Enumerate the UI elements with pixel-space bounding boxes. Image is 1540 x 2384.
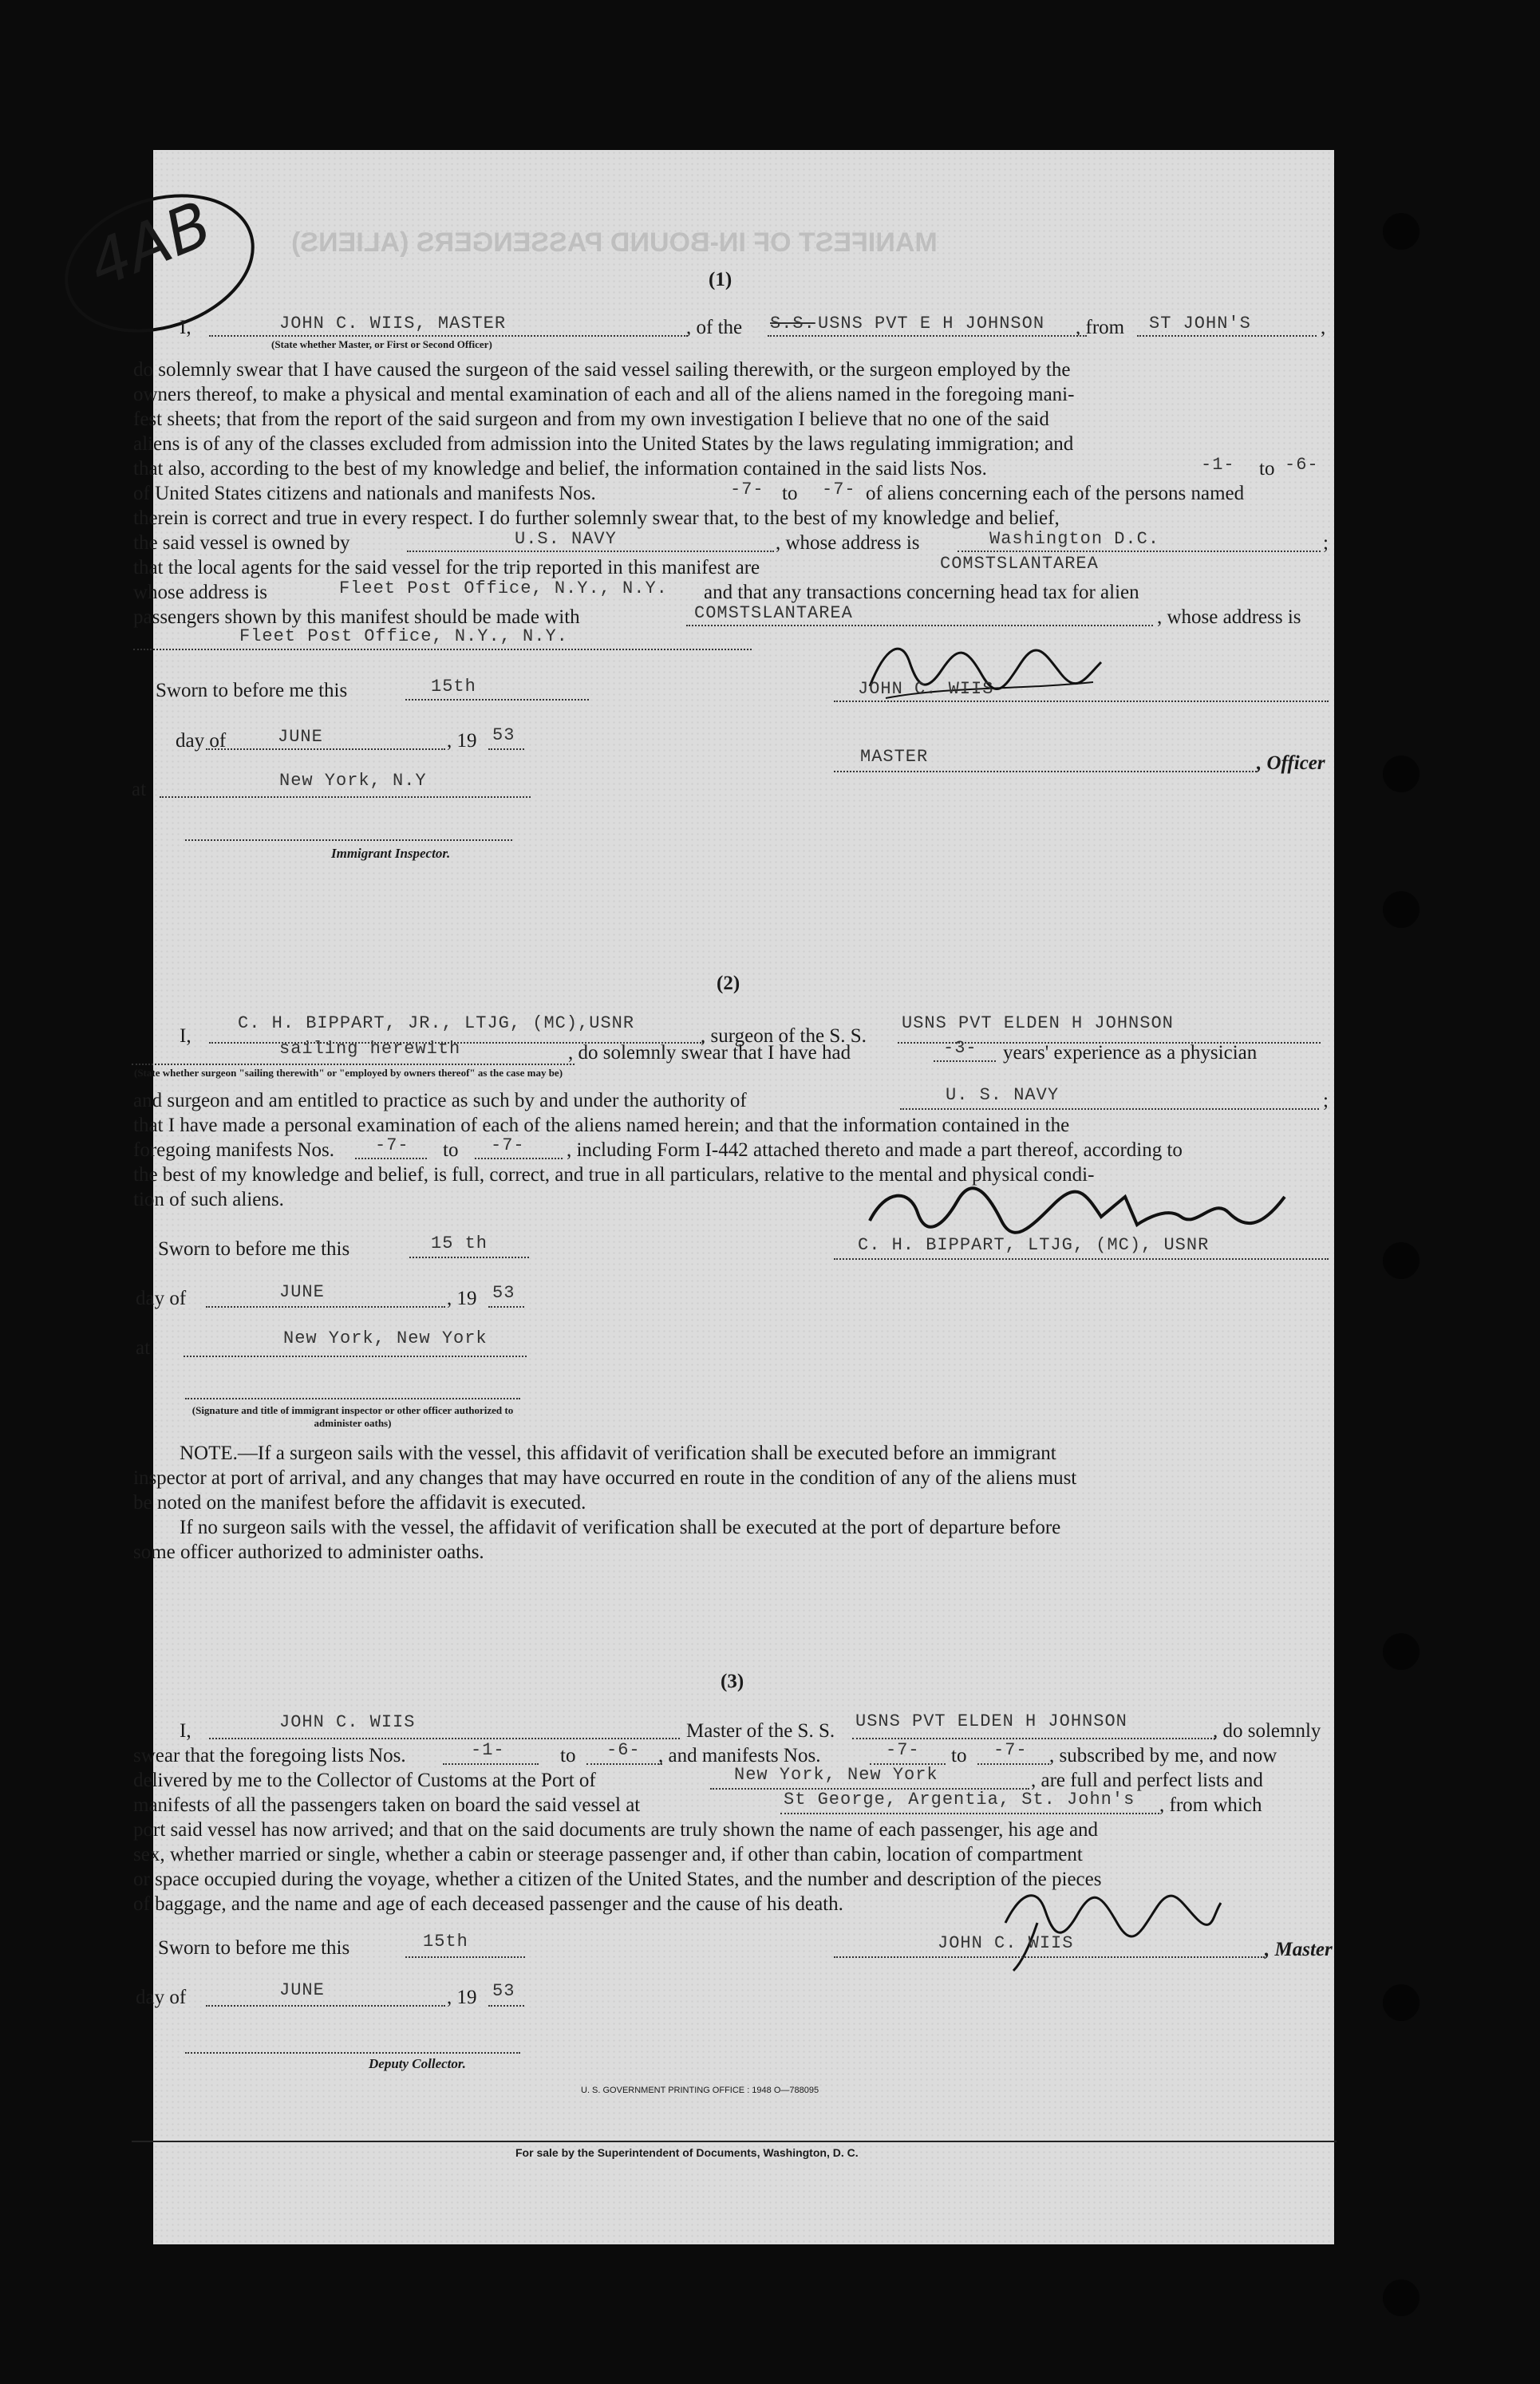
- section3-number: (3): [721, 1671, 744, 1692]
- s3-master-label: , Master: [1265, 1939, 1333, 1960]
- s2-line-exam: that I have made a personal examination of each of the aliens named herein; and that the information contained in the: [133, 1115, 1070, 1136]
- s2-sailing-caption: (State whether surgeon "sailing therewith" or "employed by owners thereof" as the case may be): [134, 1067, 563, 1079]
- footer-rule: [132, 2141, 1337, 2142]
- s2-surgeon-of: , surgeon of the S. S.: [701, 1025, 867, 1047]
- s1-from: , from: [1076, 317, 1125, 338]
- s2-to: to: [443, 1139, 459, 1161]
- s1-manifests-to: -7-: [822, 480, 856, 499]
- s1-lists-to: -6-: [1285, 455, 1319, 475]
- s1-line-2: fest sheets; that from the report of the said surgeon and from my own investigation I believe that no one of the said: [133, 409, 1049, 430]
- s1-owner: U.S. NAVY: [515, 529, 617, 549]
- s3-month-line: [206, 2005, 445, 2007]
- s2-years: -3-: [943, 1038, 977, 1058]
- s1-month-line: [206, 748, 445, 750]
- s1-line-8: that the local agents for the said vessel for the trip reported in this manifest are: [133, 557, 760, 578]
- s2-mt-line: [475, 1158, 563, 1159]
- s3-line-0: port said vessel has now arrived; and that on the said documents are truly shown the name of each passenger, his age and: [133, 1819, 1099, 1841]
- s2-foregoing: foregoing manifests Nos.: [133, 1139, 335, 1161]
- s2-year: 53: [492, 1283, 515, 1303]
- master-signature-2: [989, 1875, 1229, 1979]
- s1-officer-label: , Officer: [1257, 752, 1325, 774]
- s3-lists-to: -6-: [606, 1740, 641, 1760]
- s1-to-b: to: [782, 483, 798, 504]
- s1-at: at: [132, 779, 147, 800]
- s1-head-tax-address-line: [133, 649, 752, 650]
- s2-sworn-day: 15 th: [431, 1233, 488, 1253]
- s3-ports-boarded: St George, Argentia, St. John's: [784, 1790, 1135, 1810]
- s2-year-line: [488, 1306, 524, 1308]
- s1-inspector-line: [185, 839, 512, 841]
- s3-vessel: USNS PVT ELDEN H JOHNSON: [855, 1711, 1127, 1731]
- s2-semicolon: ;: [1323, 1090, 1329, 1111]
- s1-aliens-tail: of aliens concerning each of the persons named: [866, 483, 1245, 504]
- s3-name: JOHN C. WIIS: [279, 1712, 416, 1732]
- s1-vessel: USNS PVT E H JOHNSON: [818, 314, 1045, 334]
- s2-sailing: sailing herewith: [279, 1039, 461, 1059]
- s3-delivered: delivered by me to the Collector of Customs at the Port of: [133, 1770, 596, 1791]
- s3-name-line: [209, 1738, 680, 1739]
- s3-from-which: , from which: [1159, 1794, 1262, 1816]
- s1-whose-address: , whose address is: [1157, 606, 1301, 628]
- s2-i: I,: [180, 1025, 192, 1047]
- s3-signer-line: [834, 1956, 1265, 1958]
- s1-line-4: that also, according to the best of my knowledge and belief, the information contained in the said lists Nos.: [133, 458, 987, 480]
- s3-year-line: [488, 2005, 524, 2007]
- s1-sworn-day-line: [405, 699, 589, 701]
- s1-sworn-label: Sworn to before me this: [156, 680, 348, 701]
- s1-inspector-label: Immigrant Inspector.: [331, 846, 451, 861]
- s1-semicolon: ;: [1323, 532, 1329, 554]
- s1-of-the: , of the: [686, 317, 743, 338]
- s2-swear-text: , do solemnly swear that I have had: [568, 1042, 851, 1064]
- binder-hole: [1383, 756, 1420, 792]
- s3-master-of: Master of the S. S.: [686, 1720, 835, 1742]
- s3-manifests-to: -7-: [993, 1740, 1028, 1760]
- binder-hole: [1383, 1984, 1420, 2021]
- s1-head-tax-agent: COMSTSLANTAREA: [694, 603, 853, 623]
- s3-year-prefix: , 19: [447, 1987, 477, 2008]
- s2-note-0: NOTE.—If a surgeon sails with the vessel, this affidavit of verification shall be executed before an immigrant: [180, 1443, 1056, 1464]
- s3-line-3: of baggage, and the name and age of each deceased passenger and the cause of his death.: [133, 1893, 843, 1915]
- s2-authority-line: [900, 1108, 1319, 1110]
- s2-surgeon-name: C. H. BIPPART, JR., LTJG, (MC),USNR: [238, 1013, 635, 1033]
- s1-title-line: [834, 771, 1257, 772]
- s3-signer-typed: JOHN C. WIIS: [938, 1933, 1074, 1953]
- s3-lf-line: [443, 1763, 539, 1765]
- s3-collector-line: [185, 2052, 520, 2054]
- s1-owner-address-line: [958, 551, 1321, 552]
- s1-line-7: the said vessel is owned by: [133, 532, 350, 554]
- s1-place-line: [160, 796, 531, 798]
- surgeon-signature: [862, 1173, 1309, 1245]
- s1-owner-address: Washington D.C.: [989, 529, 1160, 549]
- s3-manifests-from: -7-: [886, 1740, 920, 1760]
- s1-year-line: [488, 748, 524, 750]
- s1-line-6: therein is correct and true in every respect. I do further solemnly swear that, to the best of my knowledge and belief,: [133, 507, 1060, 529]
- s2-sailing-line: [132, 1064, 575, 1065]
- s2-sig-caption: (Signature and title of immigrant inspector or other officer authorized to administer oaths): [192, 1404, 514, 1429]
- s3-day-of: day of: [136, 1987, 187, 2008]
- s3-full-perfect: , are full and perfect lists and: [1031, 1770, 1263, 1791]
- s1-master-name: JOHN C. WIIS, MASTER: [279, 314, 507, 334]
- s2-signer-line: [834, 1258, 1329, 1260]
- s1-line-5: of United States citizens and nationals and manifests Nos.: [133, 483, 596, 504]
- s3-month: JUNE: [279, 1980, 325, 2000]
- binder-hole: [1383, 1242, 1420, 1279]
- s1-year: 53: [492, 725, 515, 745]
- s1-agents: COMSTSLANTAREA: [940, 554, 1099, 574]
- binder-hole: [1383, 1633, 1420, 1670]
- s2-years-text: years' experience as a physician: [1003, 1042, 1258, 1064]
- s3-to-b: to: [951, 1745, 967, 1766]
- s3-lists-from: -1-: [471, 1740, 505, 1760]
- s1-signer-typed: JOHN C. WIIS: [858, 679, 994, 699]
- s2-years-line: [934, 1060, 996, 1062]
- s1-month: JUNE: [278, 727, 323, 747]
- s1-line-3: aliens is of any of the classes excluded from admission into the United States by the laws regulating immigration; and: [133, 433, 1074, 455]
- s3-sworn-label: Sworn to before me this: [158, 1937, 350, 1959]
- s3-swear-lists: swear that the foregoing lists Nos.: [133, 1745, 406, 1766]
- s2-line-belief: the best of my knowledge and belief, is full, correct, and true in all particulars, relative to the mental and physical condi-: [133, 1164, 1095, 1186]
- s2-year-prefix: , 19: [447, 1288, 477, 1309]
- s1-i: I,: [180, 317, 192, 338]
- s2-signer-typed: C. H. BIPPART, LTJG, (MC), USNR: [858, 1235, 1210, 1255]
- s2-line-aliens: tion of such aliens.: [133, 1189, 284, 1210]
- s2-note-1: inspector at port of arrival, and any changes that may have occurred en route in the condition of any of the aliens must: [133, 1467, 1077, 1489]
- section2-number: (2): [717, 973, 740, 994]
- s3-i: I,: [180, 1720, 192, 1742]
- s2-sworn-label: Sworn to before me this: [158, 1238, 350, 1260]
- s3-collector-label: Deputy Collector.: [369, 2056, 466, 2071]
- s1-sworn-day: 15th: [431, 677, 476, 697]
- s1-name-line: [209, 335, 688, 337]
- s1-line-10: passengers shown by this manifest should be made with: [133, 606, 580, 628]
- printing-office: U. S. GOVERNMENT PRINTING OFFICE : 1948 O—788095: [581, 2086, 819, 2095]
- s1-place: New York, N.Y: [279, 771, 427, 791]
- s1-day-of: day of: [176, 730, 227, 752]
- s3-do-solemnly: , do solemnly: [1213, 1720, 1321, 1742]
- s2-note-3: If no surgeon sails with the vessel, the affidavit of verification shall be executed at the port of departure before: [180, 1517, 1061, 1538]
- s3-ports-line: [780, 1813, 1159, 1814]
- binder-hole: [1383, 213, 1420, 250]
- s1-manifests-from: -7-: [730, 480, 764, 499]
- s2-place: New York, New York: [283, 1328, 488, 1348]
- s1-owner-address-label: , whose address is: [776, 532, 920, 554]
- section1-number: (1): [709, 269, 732, 290]
- s1-port: ST JOHN'S: [1149, 314, 1251, 334]
- s1-head-tax-line: [686, 625, 1153, 626]
- s1-to-a: to: [1259, 458, 1275, 480]
- s3-sworn-day: 15th: [423, 1932, 468, 1952]
- for-sale-note: For sale by the Superintendent of Documents, Washington, D. C.: [515, 2146, 859, 2159]
- s3-port: New York, New York: [734, 1765, 938, 1785]
- s2-month-line: [206, 1306, 445, 1308]
- s1-vessel-prefix: S.S.: [770, 314, 815, 334]
- s2-mf-line: [355, 1158, 427, 1159]
- binder-hole: [1383, 2279, 1420, 2316]
- s1-head-tax-text: and that any transactions concerning head tax for alien: [704, 582, 1139, 603]
- s2-practice-text: and surgeon and am entitled to practice as such by and under the authority of: [133, 1090, 747, 1111]
- s2-day-of: day of: [136, 1288, 187, 1309]
- s2-sig-caption-line: [185, 1398, 520, 1399]
- s1-vessel-line: [768, 335, 1087, 337]
- binder-hole: [1383, 891, 1420, 928]
- s1-agents-address: Fleet Post Office, N.Y., N.Y.: [339, 578, 668, 598]
- s1-lists-from: -1-: [1201, 455, 1235, 475]
- s3-line-1: sex, whether married or single, whether a cabin or steerage passenger and, if other than cabin, location of compartment: [133, 1844, 1083, 1865]
- s2-including: , including Form I-442 attached thereto and made a part thereof, according to: [567, 1139, 1183, 1161]
- s1-line-1: owners thereof, to make a physical and mental examination of each and all of the aliens named in the foregoing mani-: [133, 384, 1075, 405]
- s1-owner-line: [407, 551, 774, 552]
- s3-year: 53: [492, 1981, 515, 2001]
- s3-and-manifests: , and manifests Nos.: [658, 1745, 821, 1766]
- s2-manifests-to: -7-: [491, 1135, 525, 1155]
- s1-head-tax-address: Fleet Post Office, N.Y., N.Y.: [239, 626, 568, 646]
- handwritten-mark-text: 4AB: [78, 187, 222, 302]
- s2-month: JUNE: [279, 1282, 325, 1302]
- s1-year-prefix: , 19: [447, 730, 477, 752]
- s1-line-0: do solemnly swear that I have caused the surgeon of the said vessel sailing therewith, or the surgeon employed by the: [133, 359, 1071, 381]
- s3-subscribed: , subscribed by me, and now: [1049, 1745, 1277, 1766]
- s2-note-2: be noted on the manifest before the affidavit is executed.: [133, 1492, 586, 1514]
- s1-comma: ,: [1321, 317, 1326, 338]
- s2-at: at: [136, 1337, 151, 1359]
- s2-authority: U. S. NAVY: [946, 1085, 1060, 1105]
- s1-name-caption: (State whether Master, or First or Second Officer): [271, 338, 492, 350]
- s3-line-2: or space occupied during the voyage, whether a citizen of the United States, and the number and description of the pieces: [133, 1869, 1102, 1890]
- s2-sworn-day-line: [409, 1257, 529, 1258]
- s3-vessel-line: [852, 1738, 1215, 1739]
- s3-to-a: to: [560, 1745, 576, 1766]
- s2-manifests-from: -7-: [375, 1135, 409, 1155]
- s3-manifests-all: manifests of all the passengers taken on board the said vessel at: [133, 1794, 641, 1816]
- s1-port-line: [1137, 335, 1317, 337]
- s3-sworn-day-line: [405, 1956, 525, 1958]
- s1-signer-title: MASTER: [860, 747, 929, 767]
- s2-note-4: some officer authorized to administer oaths.: [133, 1541, 484, 1563]
- s3-lt-line: [586, 1763, 662, 1765]
- s1-signer-line: [834, 701, 1329, 702]
- faded-stamp: MANIFEST OF IN-BOUND PASSENGERS (ALIENS): [291, 227, 938, 258]
- s1-line-9: whose address is: [133, 582, 268, 603]
- s3-mt-line: [977, 1763, 1049, 1765]
- s2-place-line: [184, 1356, 527, 1357]
- s2-vessel: USNS PVT ELDEN H JOHNSON: [902, 1013, 1174, 1033]
